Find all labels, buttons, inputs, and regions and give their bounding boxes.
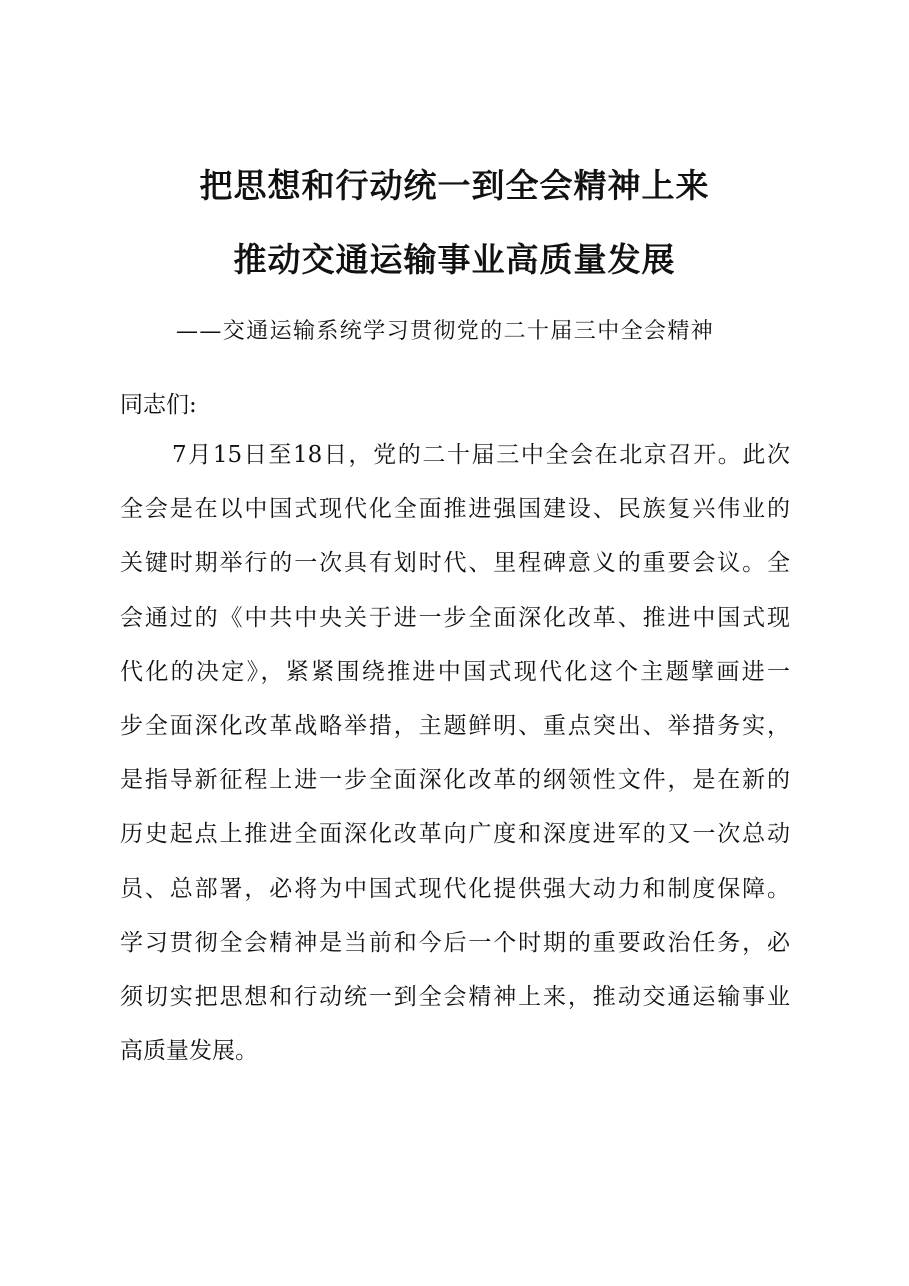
body-paragraph bbox=[120, 428, 790, 1078]
paragraph-line: 代化的决定》，紧紧围绕推进中国式现代化这个主题擘画进一 bbox=[120, 658, 790, 685]
paragraph-line: 步全面深化改革战略举措，主题鲜明、重点突出、举措务实， bbox=[120, 712, 790, 739]
paragraph-line: 全会是在以中国式现代化全面推进强国建设、民族复兴伟业的 bbox=[120, 496, 790, 523]
paragraph-line: 7月15日至18日，党的二十届三中全会在北京召开。此次 bbox=[172, 442, 790, 468]
paragraph-line: 会通过的《中共中央关于进一步全面深化改革、推进中国式现 bbox=[120, 604, 790, 631]
paragraph-line: 学习贯彻全会精神是当前和今后一个时期的重要政治任务，必 bbox=[120, 929, 790, 956]
paragraph-line: 高质量发展。 bbox=[120, 1038, 258, 1065]
document-title-line-2: 推动交通运输事业高质量发展 bbox=[233, 240, 676, 279]
document-subtitle: ——交通运输系统学习贯彻党的二十届三中全会精神 bbox=[176, 319, 715, 344]
paragraph-line: 须切实把思想和行动统一到全会精神上来，推动交通运输事业 bbox=[120, 983, 790, 1010]
paragraph-line: 员、总部署，必将为中国式现代化提供强大动力和制度保障。 bbox=[120, 875, 790, 902]
paragraph-line: 历史起点上推进全面深化改革向广度和深度进军的又一次总动 bbox=[120, 821, 790, 848]
paragraph-line: 是指导新征程上进一步全面深化改革的纲领性文件，是在新的 bbox=[120, 767, 790, 794]
salutation: 同志们: bbox=[120, 392, 197, 418]
document-title-line-1: 把思想和行动统一到全会精神上来 bbox=[199, 166, 710, 205]
paragraph-line: 关键时期举行的一次具有划时代、里程碑意义的重要会议。全 bbox=[120, 550, 790, 577]
